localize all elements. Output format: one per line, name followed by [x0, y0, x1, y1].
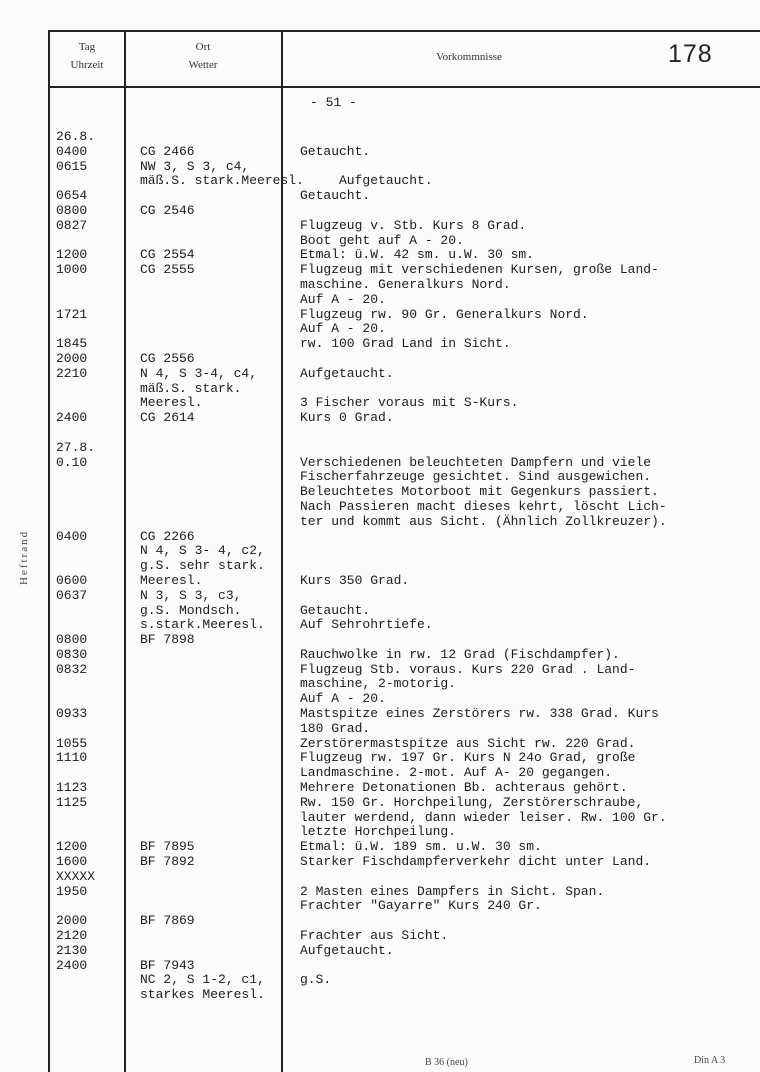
paper-format: Din A 3 [694, 1055, 726, 1066]
page-number: 178 [668, 40, 713, 68]
log-place-column: CG 2466 NW 3, S 3, c4, mäß.S. stark.Meeresl. CG 2546 CG 2554 CG 2555 CG 2556 N 4, S 3-4, c4, mäß.S. stark. Meeresl. CG 2614 CG 2266 N 4, S 3- 4, c2, g.S. sehr stark. Meeresl. N 3, S 3, c3, g.S. Mondsch. s.stark.Meeresl. BF 7898 BF 7895 BF 7892 BF 7869 BF 7943 NC 2, S 1-2, c1, starkes Meeresl. [140, 143, 304, 1003]
log-events-column: Getaucht. Aufgetaucht. Getaucht. Flugzeug v. Stb. Kurs 8 Grad. Boot geht auf A - 20. Etmal: ü.W. 42 sm. u.W. 30 sm. Flugzeug mit verschiedenen Kursen, große Land- maschine. Generalkurs Nord. Auf A - 20. Flugzeug rw. 90 Gr. Generalkurs Nord. Auf A - 20. rw. 100 Grad Land in Sicht. Aufgetaucht. 3 Fischer voraus mit S-Kurs. Kurs 0 Grad. Verschiedenen beleuchteten Dampfern und viele Fischerfahrzeuge gesichtet. Sind ausgewichen. Beleuchtetes Motorboot mit Gegenkurs passiert. Nach Passieren macht dieses kehrt, löscht Lich- ter und kommt aus Sicht. (Ähnlich Zollkreuzer). Kurs 350 Grad. Getaucht. Auf Sehrohrtiefe. Rauchwolke in rw. 12 Grad (Fischdampfer). Flugzeug Stb. voraus. Kurs 220 Grad . Land- maschine, 2-motorig. Auf A - 20. Mastspitze eines Zerstörers rw. 338 Grad. Kurs 180 Grad. Zerstörermastspitze aus Sicht rw. 220 Grad. Flugzeug rw. 197 Gr. Kurs N 24o Grad, große Landmaschine. 2-mot. Auf A- 20 gegangen. Mehrere Detonationen Bb. achteraus gehört. Rw. 150 Gr. Horchpeilung, Zerstörerschraube, lauter werdend, dann wieder leiser. Rw. 100 Gr. letzte Horchpeilung. Etmal: ü.W. 189 sm. u.W. 30 sm. Starker Fischdampferverkehr dicht unter Land. 2 Masten eines Dampfers in Sicht. Span. Frachter "Gayarre" Kurs 240 Gr. Frachter aus Sicht. Aufgetaucht. g.S. [300, 143, 667, 988]
header-top-rule [48, 30, 760, 32]
log-time-column: 26.8. 0400 0615 0654 0800 0827 1200 1000 1721 1845 2000 2210 2400 27.8. 0.10 0400 0600 0637 0800 0830 0832 0933 1055 1110 1123 1125 1200 1600 XXXXX 1950 2000 2120 2130 2400 [56, 129, 96, 973]
header-events-label: Vorkommnisse [436, 51, 502, 63]
sheet-subheading: - 51 - [310, 95, 357, 110]
header-time-label: Uhrzeit [70, 59, 104, 71]
form-number: B 36 (neu) [425, 1057, 468, 1068]
header-place-label: Ort [195, 41, 211, 53]
header-weather-label: Wetter [188, 59, 218, 71]
header-date-label: Tag [78, 41, 96, 53]
header-place-weather [126, 38, 280, 74]
margin-label: Heftrand [18, 529, 30, 585]
header-date-time [50, 38, 124, 74]
column-rule-margin [48, 30, 50, 1072]
header-bottom-rule [48, 86, 760, 88]
column-rule-time [124, 30, 126, 1072]
